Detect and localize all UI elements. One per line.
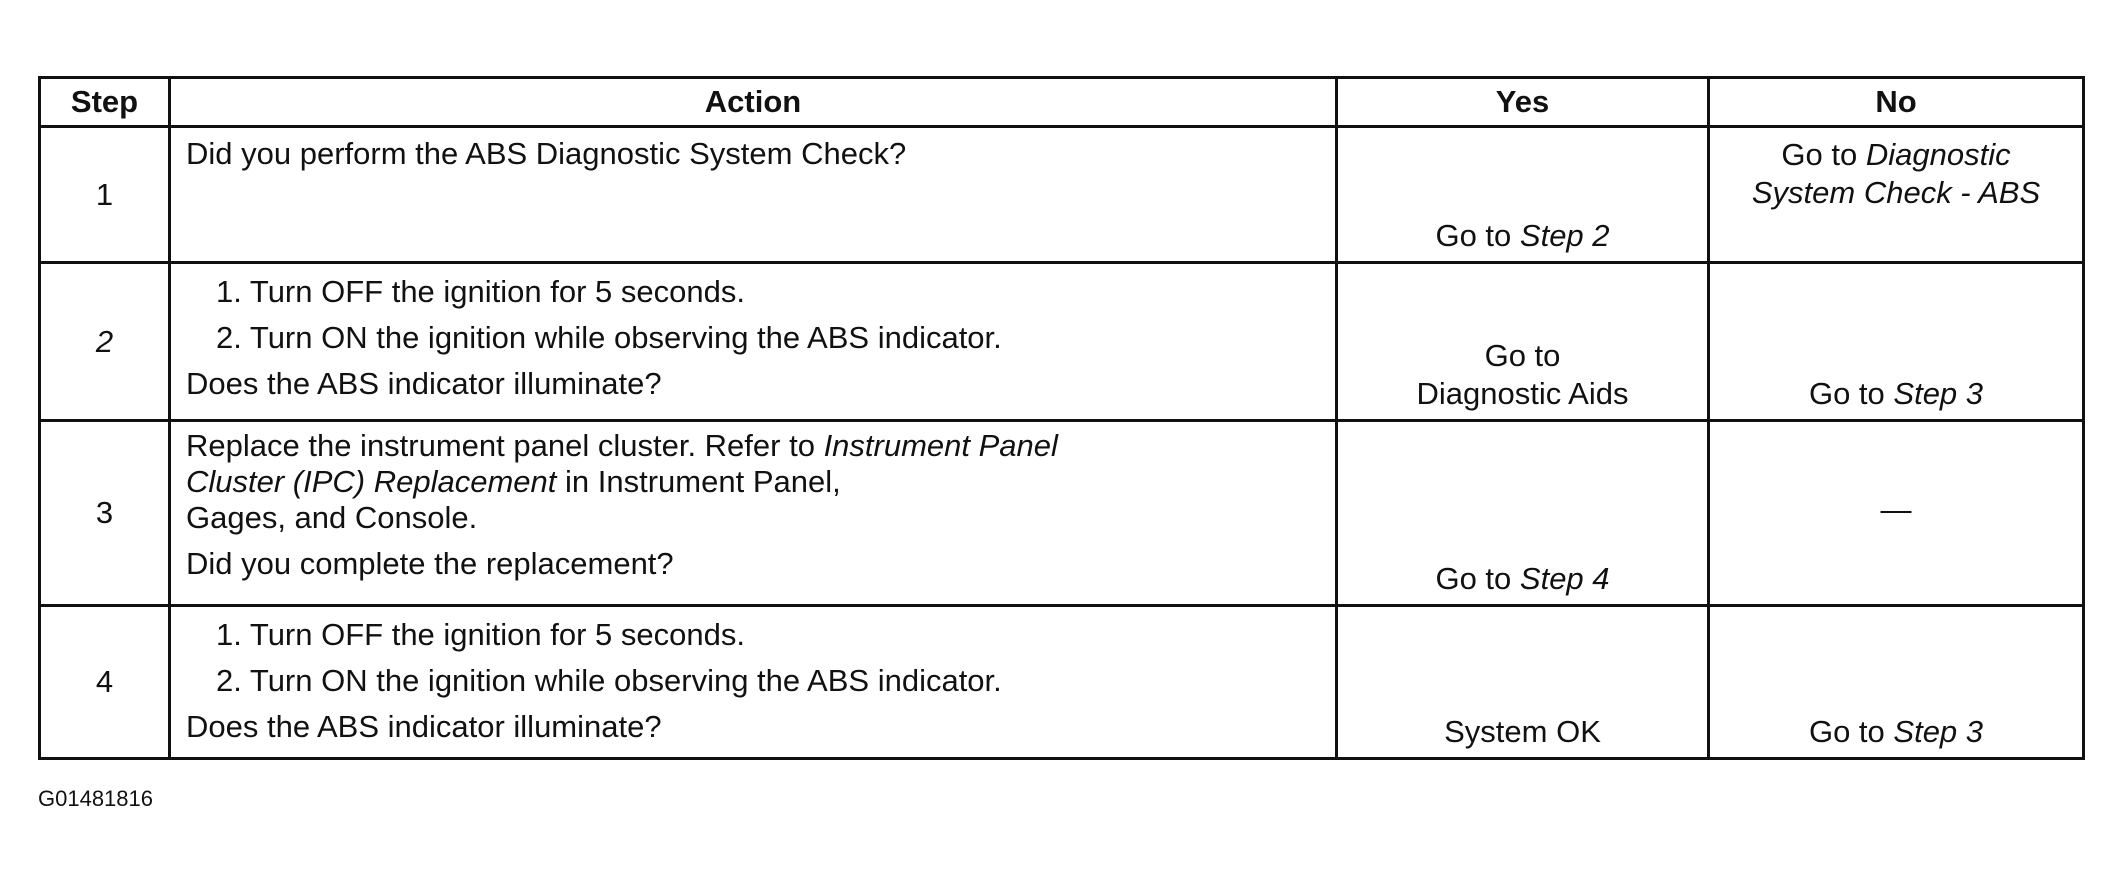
no-prefix: Go to bbox=[1808, 376, 1894, 411]
no-cell bbox=[1709, 127, 2084, 263]
action-text bbox=[186, 428, 1325, 536]
action-question: Did you complete the replacement? bbox=[186, 546, 674, 581]
yes-cell bbox=[1337, 127, 1709, 263]
yes-cell bbox=[1337, 421, 1709, 606]
yes-prefix: Go to bbox=[1435, 218, 1520, 253]
action-list-item: 1. Turn OFF the ignition for 5 seconds. bbox=[216, 617, 745, 652]
action-text-b: in Instrument Panel, bbox=[556, 464, 841, 499]
table-row bbox=[40, 127, 2084, 263]
figure-id: G01481816 bbox=[38, 786, 153, 811]
table-row bbox=[40, 421, 2084, 606]
action-cell bbox=[170, 127, 1337, 263]
action-cell bbox=[170, 421, 1337, 606]
action-list-item: 2. Turn ON the ignition while observing the ABS indicator. bbox=[216, 320, 1002, 355]
table-row bbox=[40, 606, 2084, 759]
no-ref-link-line1[interactable]: Diagnostic bbox=[1865, 137, 2011, 172]
header-no: No bbox=[1709, 78, 2084, 127]
action-text-a: Replace the instrument panel cluster. Refer to bbox=[186, 428, 824, 463]
no-prefix: Go to bbox=[1781, 137, 1866, 172]
yes-line1: Go to bbox=[1484, 338, 1561, 373]
step-number: 4 bbox=[40, 606, 170, 759]
no-step-link[interactable]: Step 3 bbox=[1893, 376, 1984, 411]
step-number: 3 bbox=[40, 421, 170, 606]
no-cell bbox=[1709, 421, 2084, 606]
no-dash: — bbox=[1880, 492, 1912, 527]
header-action: Action bbox=[170, 78, 1337, 127]
diagnostic-table bbox=[38, 76, 2085, 760]
no-cell bbox=[1709, 263, 2084, 421]
header-row bbox=[40, 78, 2084, 127]
action-question: Does the ABS indicator illuminate? bbox=[186, 709, 662, 744]
yes-line2: Diagnostic Aids bbox=[1416, 376, 1629, 411]
header-step: Step bbox=[40, 78, 170, 127]
action-ref-b[interactable]: Cluster (IPC) Replacement bbox=[186, 464, 557, 499]
action-question: Does the ABS indicator illuminate? bbox=[186, 366, 662, 401]
no-cell bbox=[1709, 606, 2084, 759]
action-cell bbox=[170, 263, 1337, 421]
step-number: 2 bbox=[40, 263, 170, 421]
yes-step-link[interactable]: Step 2 bbox=[1519, 218, 1610, 253]
step-number: 1 bbox=[40, 127, 170, 263]
action-ref-a[interactable]: Instrument Panel bbox=[823, 428, 1058, 463]
yes-step-link[interactable]: Step 4 bbox=[1519, 561, 1610, 596]
table-row bbox=[40, 263, 2084, 421]
yes-result: System OK bbox=[1444, 714, 1601, 749]
no-prefix: Go to bbox=[1808, 714, 1894, 749]
yes-cell bbox=[1337, 606, 1709, 759]
action-cell bbox=[170, 606, 1337, 759]
yes-cell bbox=[1337, 263, 1709, 421]
action-question: Did you perform the ABS Diagnostic System Check? bbox=[186, 136, 907, 171]
action-text-c: Gages, and Console. bbox=[186, 500, 478, 535]
action-list-item: 2. Turn ON the ignition while observing the ABS indicator. bbox=[216, 663, 1002, 698]
action-list-item: 1. Turn OFF the ignition for 5 seconds. bbox=[216, 274, 745, 309]
no-step-link[interactable]: Step 3 bbox=[1893, 714, 1984, 749]
no-ref-link-line2[interactable]: System Check - ABS bbox=[1751, 175, 2041, 210]
header-yes: Yes bbox=[1337, 78, 1709, 127]
yes-prefix: Go to bbox=[1435, 561, 1520, 596]
